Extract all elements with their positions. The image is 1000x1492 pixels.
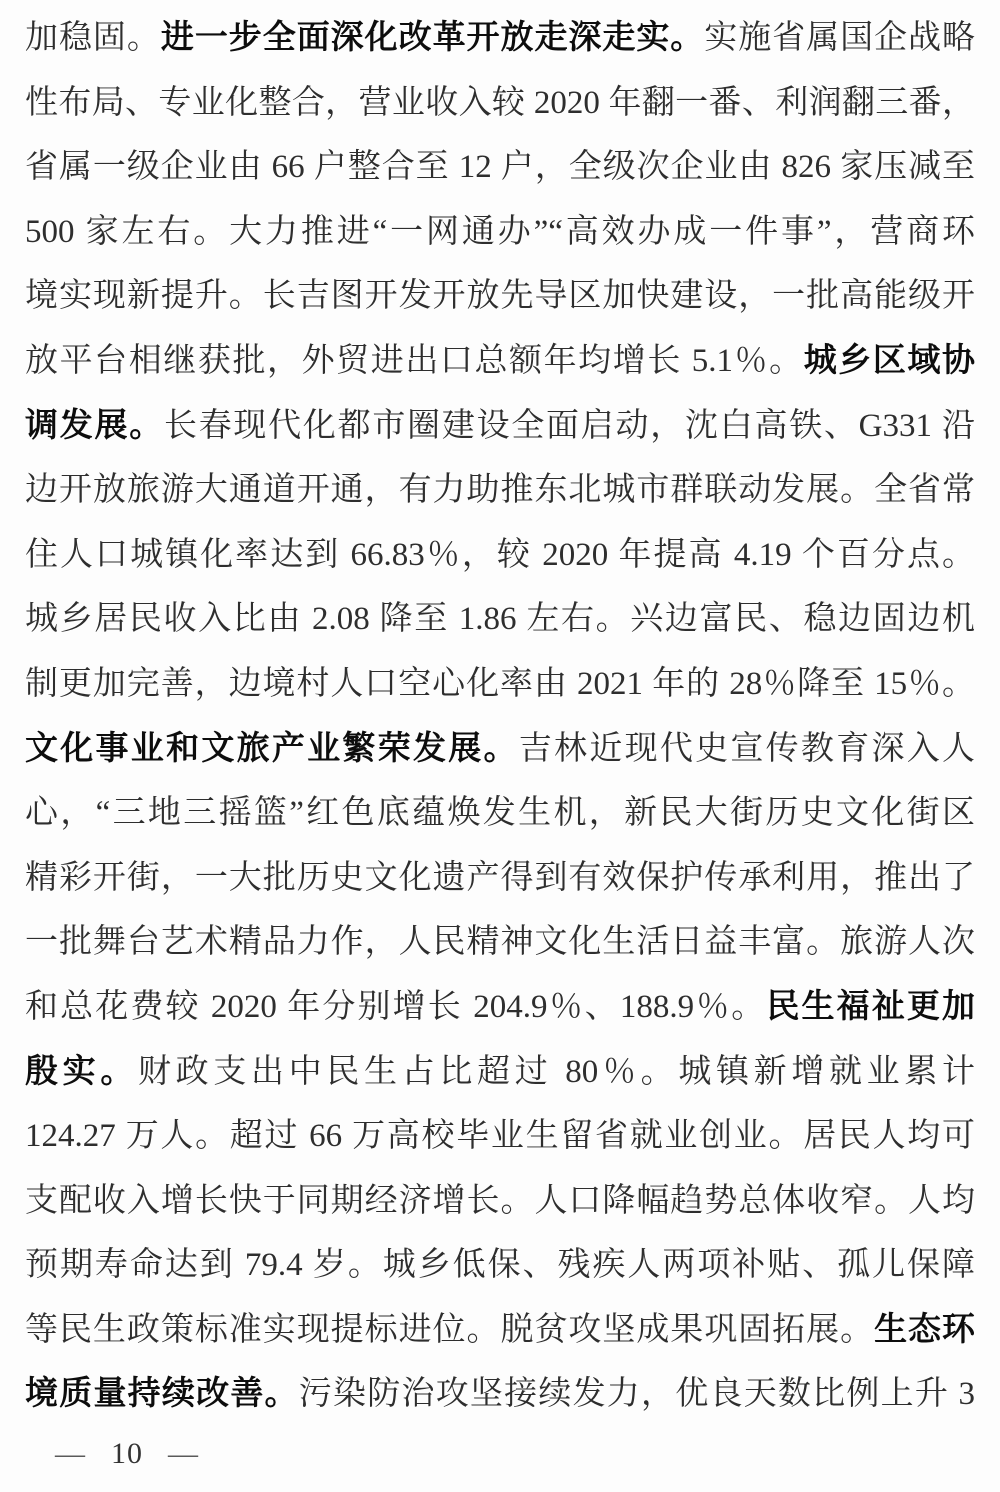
page-footer xyxy=(55,1427,199,1481)
body-text: 加稳固。 xyxy=(25,20,161,56)
text-line xyxy=(25,264,975,329)
body-text: 实施省属国企战略 xyxy=(704,20,976,56)
body-text: 住人口城镇化率达到 66.83％，较 2020 年提高 4.19 个百分点。 xyxy=(25,536,975,573)
footer-dash-right: — xyxy=(168,1437,199,1470)
body-text: 吉林近现代史宣传教育深入人 xyxy=(518,730,976,767)
text-line xyxy=(25,1233,975,1298)
body-text: 境实现新提升。长吉图开发开放先导区加快建设，一批高能级开 xyxy=(25,278,975,315)
text-line xyxy=(25,200,975,265)
text-line xyxy=(25,6,975,71)
emphasis-text: 调发展。 xyxy=(25,407,164,444)
text-line xyxy=(25,1040,975,1105)
emphasis-text: 城乡区域协 xyxy=(803,342,976,379)
emphasis-text: 民生福祉更加 xyxy=(766,988,976,1025)
body-text: 和总花费较 2020 年分别增长 204.9％、188.9％。 xyxy=(25,988,767,1025)
text-line xyxy=(25,135,975,200)
emphasis-text: 文化事业和文旅产业繁荣发展。 xyxy=(25,730,519,767)
body-text: 一批舞台艺术精品力作，人民精神文化生活日益丰富。旅游人次 xyxy=(25,924,975,961)
body-text: 省属一级企业由 66 户整合至 12 户，全级次企业由 826 家压减至 xyxy=(25,149,975,186)
text-line xyxy=(25,975,975,1040)
body-text: 制更加完善，边境村人口空心化率由 2021 年的 28％降至 15％。 xyxy=(25,665,976,702)
emphasis-text: 进一步全面深化改革开放走深走实。 xyxy=(160,20,705,56)
body-text: 城乡居民收入比由 2.08 降至 1.86 左右。兴边富民、稳边固边机 xyxy=(25,601,975,638)
emphasis-text: 境质量持续改善。 xyxy=(25,1376,299,1413)
text-line xyxy=(25,329,975,394)
footer-dash-left: — xyxy=(55,1437,86,1470)
body-text: 心，“三地三摇篮”红色底蕴焕发生机，新民大街历史文化街区 xyxy=(25,795,975,832)
text-line xyxy=(25,846,975,911)
body-text: 500 家左右。大力推进“一网通办”“高效办成一件事”，营商环 xyxy=(25,213,975,250)
emphasis-text: 生态环 xyxy=(874,1311,976,1348)
body-text: 124.27 万人。超过 66 万高校毕业生留省就业创业。居民人均可 xyxy=(25,1118,975,1155)
text-line xyxy=(25,1104,975,1169)
text-line xyxy=(25,1169,975,1234)
page-number: 10 xyxy=(111,1437,143,1470)
body-text: 支配收入增长快于同期经济增长。人口降幅趋势总体收窄。人均 xyxy=(25,1182,975,1219)
text-line xyxy=(25,652,975,717)
text-line xyxy=(25,523,975,588)
document-body xyxy=(25,6,975,1427)
text-line xyxy=(25,587,975,652)
text-line xyxy=(25,717,975,782)
text-line xyxy=(25,394,975,459)
text-line xyxy=(25,910,975,975)
text-line xyxy=(25,458,975,523)
body-text: 财政支出中民生占比超过 80％。城镇新增就业累计 xyxy=(138,1053,976,1090)
body-text: 等民生政策标准实现提标进位。脱贫攻坚成果巩固拓展。 xyxy=(25,1311,875,1348)
body-text: 边开放旅游大通道开通，有力助推东北城市群联动发展。全省常 xyxy=(25,472,975,509)
body-text: 精彩开街，一大批历史文化遗产得到有效保护传承利用，推出了 xyxy=(25,859,975,896)
emphasis-text: 殷实。 xyxy=(25,1053,139,1090)
text-line xyxy=(25,1362,975,1427)
text-line xyxy=(25,1298,975,1363)
text-line xyxy=(25,781,975,846)
body-text: 预期寿命达到 79.4 岁。城乡低保、残疾人两项补贴、孤儿保障 xyxy=(25,1247,975,1284)
body-text: 性布局、专业化整合，营业收入较 2020 年翻一番、利润翻三番， xyxy=(25,84,975,121)
body-text: 长春现代化都市圈建设全面启动，沈白高铁、G331 沿 xyxy=(163,407,975,444)
body-text: 放平台相继获批，外贸进出口总额年均增长 5.1％。 xyxy=(25,342,804,379)
body-text: 污染防治攻坚接续发力，优良天数比例上升 3 xyxy=(298,1376,976,1413)
text-line xyxy=(25,71,975,136)
